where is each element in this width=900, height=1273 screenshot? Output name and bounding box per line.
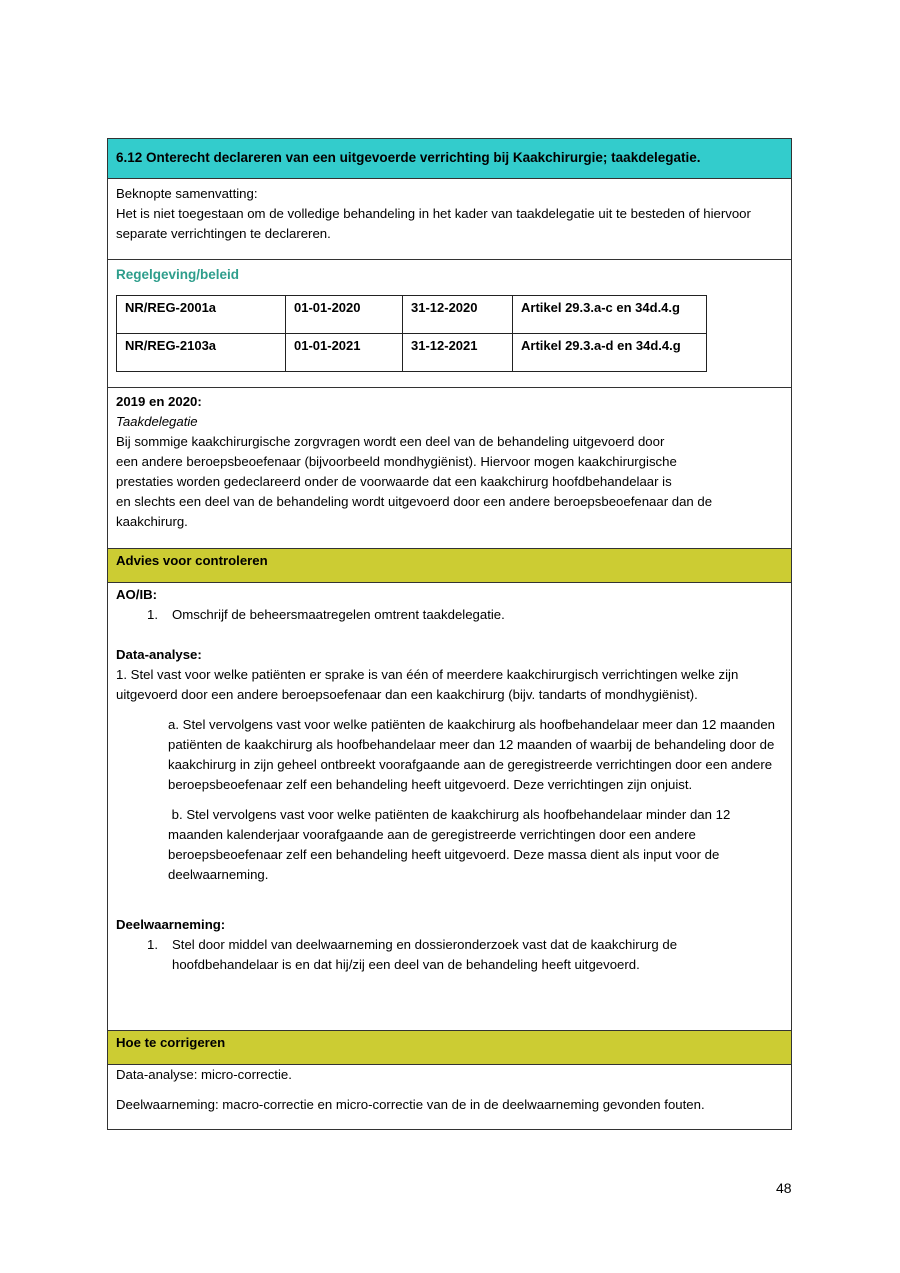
summary-label: Beknopte samenvatting: [116,186,258,201]
advies-body [108,583,791,1031]
deelwaarneming-list-item [116,935,783,975]
page-number: 48 [776,1180,792,1196]
list-text: Stel door middel van deelwaarneming en dossieronderzoek vast dat de kaakchirurg de hoofdbehandelaar is en dat hij/zij een deel van de behandeling heeft uitgevoerd. [172,937,678,972]
list-number: 1. [147,607,158,622]
reg-artikel: Artikel 29.3.a-d en 34d.4.g [513,334,707,372]
corrigeren-heading: Hoe te corrigeren [116,1035,226,1050]
period-line: een andere beroepsbeoefenaar (bijvoorbeeld mondhygiënist). Hiervoor mogen kaakchirurgische [116,454,677,469]
list-text: Omschrijf de beheersmaatregelen omtrent taakdelegatie. [172,607,505,622]
reg-end-date: 31-12-2020 [403,296,513,334]
corrigeren-body [108,1065,791,1129]
data-analyse-sub-b: b. Stel vervolgens vast voor welke patiënten de kaakchirurg als hoofbehandelaar minder dan 12 maanden kalenderjaar voorafgaande aan de geregistreerde verrichtingen door een andere beroepsbeoefenaar zelf een behandeling heeft uitgevoerd. Deze massa dient als input voor de deelwaarneming. [168,807,734,882]
period-line: kaakchirurg. [116,514,188,529]
data-analyse-label: Data-analyse: [116,647,202,662]
regelgeving-row [108,260,791,388]
summary-text: Het is niet toegestaan om de volledige behandeling in het kader van taakdelegatie uit te besteden of hiervoor separate verrichtingen te declareren. [116,206,751,241]
control-table [107,138,792,1130]
data-analyse-sub-a: a. Stel vervolgens vast voor welke patiënten de kaakchirurg als hoofbehandelaar meer dan 12 maanden patiënten de kaakchirurg als hoofbehandelaar meer dan 12 maanden of waarbij de behandeling door de kaakchirurg in zijn geheel ontbreekt voorafgaande aan de geregistreerde verrichtingen door een andere beroepsbeoefenaar zelf een behandeling heeft uitgevoerd. Deze verrichtingen zijn onjuist. [168,717,776,792]
aoib-list-item [116,605,783,625]
period-line: en slechts een deel van de behandeling wordt uitgevoerd door een andere beroepsbeoefenaar dan de [116,494,713,509]
regelgeving-table [116,295,707,372]
section-title-bar [108,139,791,179]
period-label: 2019 en 2020: [116,394,202,409]
period-row [108,388,791,549]
section-title: 6.12 Onterecht declareren van een uitgevoerde verrichting bij Kaakchirurgie; taakdelegatie. [116,150,701,165]
reg-artikel: Artikel 29.3.a-c en 34d.4.g [513,296,707,334]
reg-start-date: 01-01-2021 [286,334,403,372]
deelwaarneming-label: Deelwaarneming: [116,917,226,932]
period-subtitle: Taakdelegatie [116,414,198,429]
corrigeren-header-bar [108,1031,791,1065]
regelgeving-heading: Regelgeving/beleid [116,267,240,282]
summary-row [108,179,791,260]
reg-end-date: 31-12-2021 [403,334,513,372]
period-line: prestaties worden gedeclareerd onder de voorwaarde dat een kaakchirurg hoofdbehandelaar is [116,474,672,489]
corrigeren-line-2: Deelwaarneming: macro-correctie en micro-correctie van de in de deelwaarneming gevonden fouten. [116,1097,705,1112]
reg-start-date: 01-01-2020 [286,296,403,334]
advies-heading: Advies voor controleren [116,553,268,568]
corrigeren-line-1: Data-analyse: micro-correctie. [116,1067,292,1082]
list-number: 1. [147,937,158,952]
data-analyse-intro: 1. Stel vast voor welke patiënten er sprake is van één of meerdere kaakchirurgisch verrichtingen welke zijn uitgevoerd door een andere beroepsoefenaar dan een kaakchirurg (bijv. tandarts of mondhygiënist). [116,667,739,702]
period-line: Bij sommige kaakchirurgische zorgvragen wordt een deel van de behandeling uitgevoerd door [116,434,665,449]
advies-header-bar [108,549,791,583]
reg-code: NR/REG-2001a [117,296,286,334]
table-row [117,296,707,334]
reg-code: NR/REG-2103a [117,334,286,372]
aoib-label: AO/IB: [116,587,158,602]
table-row [117,334,707,372]
